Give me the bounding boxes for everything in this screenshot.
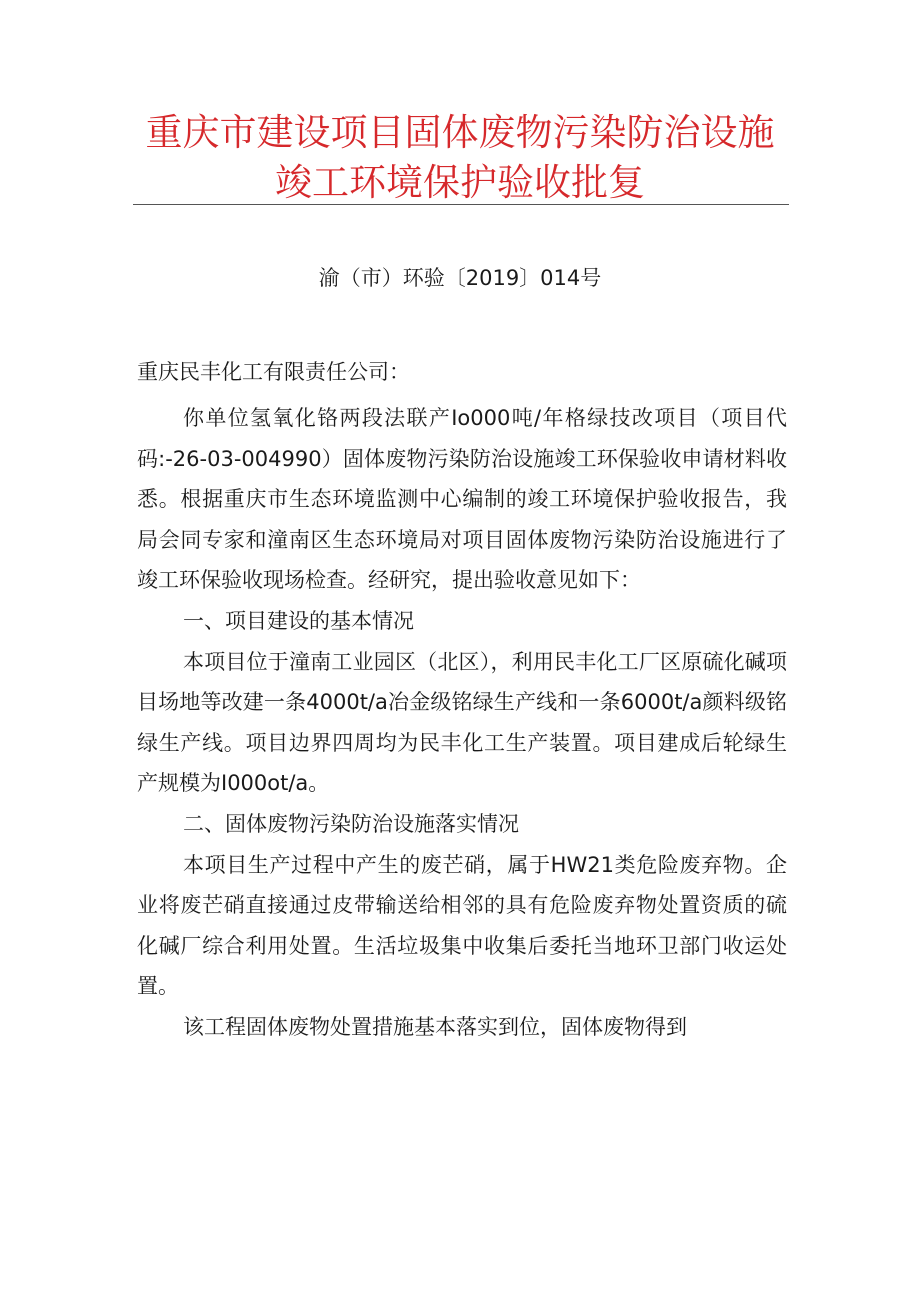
paragraph-project-basics: 本项目位于潼南工业园区（北区），利用民丰化工厂区原硫化碱项目场地等改建一条4000t/a冶金级铭绿生产线和一条6000t/a颜料级铭绿生产线。项目边界四周均为民丰化工生产装置。项目建成后轮绿生产规模为I000ot/a。 bbox=[137, 649, 787, 796]
title-line-2: 竣工环境保护验收批复 bbox=[275, 161, 645, 204]
document-body bbox=[137, 398, 787, 1048]
section-heading-1: 一、项目建设的基本情况 bbox=[183, 608, 414, 633]
addressee: 重庆民丰化工有限责任公司： bbox=[137, 360, 410, 384]
paragraph-waste-handling: 本项目生产过程中产生的废芒硝，属于HW21类危险废弃物。企业将废芒硝直接通过皮带输送给相邻的具有危险废弃物处置资质的硫化碱厂综合利用处置。生活垃圾集中收集后委托当地环卫部门收运处置。 bbox=[137, 852, 787, 999]
document-title bbox=[130, 108, 790, 208]
document-number: 渝（市）环验〔2019〕014号 bbox=[318, 266, 602, 290]
paragraph-conclusion: 该工程固体废物处置措施基本落实到位，固体废物得到 bbox=[183, 1014, 687, 1039]
section-heading-2: 二、固体废物污染防治设施落实情况 bbox=[183, 811, 519, 836]
title-divider bbox=[133, 204, 789, 205]
title-line-1: 重庆市建设项目固体废物污染防治设施 bbox=[145, 111, 775, 154]
paragraph-intro: 你单位氢氧化铬两段法联产Io000吨/年格绿技改项目（项目代码:-26-03-004990）固体废物污染防治设施竣工环保验收申请材料收悉。根据重庆市生态环境监测中心编制的竣工环境保护验收报告，我局会同专家和潼南区生态环境局对项目固体废物污染防治设施进行了竣工环保验收现场检查。经研究，提出验收意见如下： bbox=[137, 406, 787, 593]
